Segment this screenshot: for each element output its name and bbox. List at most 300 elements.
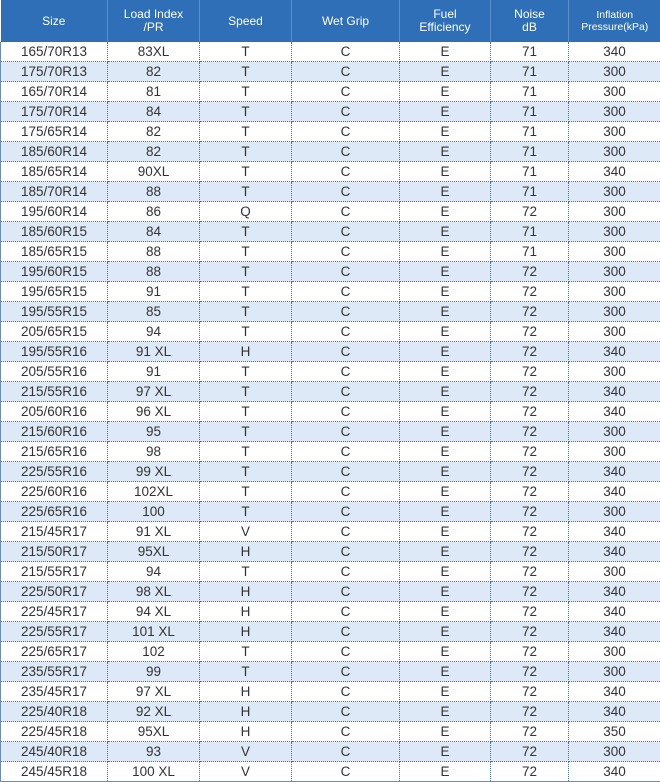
cell-speed: T [200, 242, 292, 262]
cell-size: 205/60R16 [1, 402, 108, 422]
cell-noise: 71 [491, 182, 569, 202]
cell-fuel-efficiency: E [400, 562, 491, 582]
cell-wet-grip: C [292, 402, 400, 422]
cell-speed: H [200, 722, 292, 742]
cell-size: 225/40R18 [1, 702, 108, 722]
cell-load-index: 90XL [108, 162, 200, 182]
cell-inflation-pressure: 300 [569, 122, 660, 142]
cell-speed: H [200, 602, 292, 622]
cell-fuel-efficiency: E [400, 722, 491, 742]
cell-size: 215/65R16 [1, 442, 108, 462]
table-row [1, 682, 660, 702]
column-header-size: Size [1, 0, 108, 42]
table-body [1, 42, 660, 782]
cell-fuel-efficiency: E [400, 242, 491, 262]
table-row [1, 382, 660, 402]
cell-wet-grip: C [292, 522, 400, 542]
cell-load-index: 99 [108, 662, 200, 682]
cell-speed: T [200, 562, 292, 582]
cell-noise: 71 [491, 222, 569, 242]
cell-inflation-pressure: 300 [569, 142, 660, 162]
cell-inflation-pressure: 300 [569, 502, 660, 522]
cell-fuel-efficiency: E [400, 642, 491, 662]
cell-wet-grip: C [292, 142, 400, 162]
cell-noise: 72 [491, 422, 569, 442]
cell-load-index: 88 [108, 242, 200, 262]
cell-load-index: 82 [108, 142, 200, 162]
cell-fuel-efficiency: E [400, 742, 491, 762]
cell-speed: T [200, 62, 292, 82]
cell-inflation-pressure: 300 [569, 562, 660, 582]
cell-fuel-efficiency: E [400, 762, 491, 782]
cell-wet-grip: C [292, 82, 400, 102]
cell-size: 225/55R17 [1, 622, 108, 642]
table-row [1, 462, 660, 482]
cell-load-index: 98 XL [108, 582, 200, 602]
cell-inflation-pressure: 300 [569, 262, 660, 282]
cell-wet-grip: C [292, 362, 400, 382]
table-row [1, 182, 660, 202]
cell-noise: 72 [491, 702, 569, 722]
cell-noise: 72 [491, 442, 569, 462]
cell-inflation-pressure: 300 [569, 362, 660, 382]
cell-speed: T [200, 122, 292, 142]
cell-fuel-efficiency: E [400, 182, 491, 202]
cell-fuel-efficiency: E [400, 302, 491, 322]
cell-size: 215/50R17 [1, 542, 108, 562]
cell-size: 185/60R15 [1, 222, 108, 242]
cell-noise: 71 [491, 242, 569, 262]
cell-load-index: 85 [108, 302, 200, 322]
cell-inflation-pressure: 300 [569, 202, 660, 222]
table-row [1, 262, 660, 282]
cell-inflation-pressure: 300 [569, 282, 660, 302]
cell-inflation-pressure: 300 [569, 82, 660, 102]
cell-inflation-pressure: 300 [569, 322, 660, 342]
cell-wet-grip: C [292, 762, 400, 782]
cell-load-index: 84 [108, 102, 200, 122]
cell-fuel-efficiency: E [400, 602, 491, 622]
cell-inflation-pressure: 340 [569, 482, 660, 502]
cell-wet-grip: C [292, 302, 400, 322]
column-header-speed: Speed [200, 0, 292, 42]
cell-fuel-efficiency: E [400, 122, 491, 142]
cell-wet-grip: C [292, 662, 400, 682]
cell-wet-grip: C [292, 162, 400, 182]
cell-speed: H [200, 582, 292, 602]
table-row [1, 522, 660, 542]
cell-noise: 72 [491, 542, 569, 562]
cell-load-index: 101 XL [108, 622, 200, 642]
header-row [1, 0, 660, 42]
table-row [1, 222, 660, 242]
cell-speed: T [200, 182, 292, 202]
cell-size: 225/55R16 [1, 462, 108, 482]
cell-speed: T [200, 162, 292, 182]
cell-wet-grip: C [292, 382, 400, 402]
cell-noise: 72 [491, 362, 569, 382]
cell-noise: 72 [491, 622, 569, 642]
cell-wet-grip: C [292, 582, 400, 602]
cell-wet-grip: C [292, 442, 400, 462]
cell-size: 185/65R15 [1, 242, 108, 262]
cell-wet-grip: C [292, 222, 400, 242]
cell-load-index: 100 XL [108, 762, 200, 782]
cell-speed: H [200, 702, 292, 722]
cell-load-index: 99 XL [108, 462, 200, 482]
cell-speed: T [200, 222, 292, 242]
cell-size: 215/45R17 [1, 522, 108, 542]
table-row [1, 402, 660, 422]
cell-wet-grip: C [292, 702, 400, 722]
cell-speed: T [200, 262, 292, 282]
table-row [1, 242, 660, 262]
table-row [1, 582, 660, 602]
cell-noise: 72 [491, 282, 569, 302]
cell-fuel-efficiency: E [400, 662, 491, 682]
cell-inflation-pressure: 340 [569, 462, 660, 482]
cell-speed: T [200, 142, 292, 162]
cell-wet-grip: C [292, 202, 400, 222]
table-row [1, 302, 660, 322]
cell-inflation-pressure: 340 [569, 702, 660, 722]
table-row [1, 342, 660, 362]
cell-wet-grip: C [292, 342, 400, 362]
cell-size: 225/60R16 [1, 482, 108, 502]
cell-load-index: 95 [108, 422, 200, 442]
cell-wet-grip: C [292, 182, 400, 202]
cell-size: 225/65R17 [1, 642, 108, 662]
table-row [1, 362, 660, 382]
cell-inflation-pressure: 300 [569, 662, 660, 682]
cell-fuel-efficiency: E [400, 462, 491, 482]
table-row [1, 422, 660, 442]
cell-wet-grip: C [292, 462, 400, 482]
cell-inflation-pressure: 340 [569, 402, 660, 422]
cell-wet-grip: C [292, 422, 400, 442]
cell-fuel-efficiency: E [400, 442, 491, 462]
cell-speed: H [200, 682, 292, 702]
cell-load-index: 96 XL [108, 402, 200, 422]
table-row [1, 542, 660, 562]
cell-wet-grip: C [292, 542, 400, 562]
cell-noise: 72 [491, 742, 569, 762]
cell-size: 215/60R16 [1, 422, 108, 442]
cell-fuel-efficiency: E [400, 522, 491, 542]
cell-load-index: 97 XL [108, 382, 200, 402]
cell-size: 165/70R14 [1, 82, 108, 102]
cell-size: 195/60R14 [1, 202, 108, 222]
table-row [1, 642, 660, 662]
cell-size: 205/55R16 [1, 362, 108, 382]
table-row [1, 702, 660, 722]
cell-noise: 72 [491, 502, 569, 522]
cell-fuel-efficiency: E [400, 622, 491, 642]
cell-size: 185/60R14 [1, 142, 108, 162]
cell-size: 185/65R14 [1, 162, 108, 182]
cell-load-index: 91 [108, 362, 200, 382]
cell-speed: Q [200, 202, 292, 222]
table-row [1, 562, 660, 582]
cell-fuel-efficiency: E [400, 142, 491, 162]
table-row [1, 442, 660, 462]
table-row [1, 722, 660, 742]
cell-wet-grip: C [292, 602, 400, 622]
cell-noise: 72 [491, 762, 569, 782]
cell-wet-grip: C [292, 742, 400, 762]
cell-inflation-pressure: 340 [569, 622, 660, 642]
table-row [1, 202, 660, 222]
cell-wet-grip: C [292, 282, 400, 302]
cell-size: 175/70R13 [1, 62, 108, 82]
cell-wet-grip: C [292, 262, 400, 282]
cell-speed: T [200, 402, 292, 422]
cell-wet-grip: C [292, 682, 400, 702]
cell-speed: V [200, 742, 292, 762]
cell-inflation-pressure: 340 [569, 762, 660, 782]
cell-speed: T [200, 82, 292, 102]
cell-size: 235/45R17 [1, 682, 108, 702]
cell-fuel-efficiency: E [400, 482, 491, 502]
cell-fuel-efficiency: E [400, 682, 491, 702]
cell-noise: 71 [491, 82, 569, 102]
cell-size: 235/55R17 [1, 662, 108, 682]
cell-inflation-pressure: 340 [569, 42, 660, 62]
cell-wet-grip: C [292, 322, 400, 342]
cell-fuel-efficiency: E [400, 422, 491, 442]
cell-size: 225/45R17 [1, 602, 108, 622]
cell-noise: 72 [491, 662, 569, 682]
cell-fuel-efficiency: E [400, 582, 491, 602]
cell-speed: H [200, 542, 292, 562]
cell-load-index: 98 [108, 442, 200, 462]
cell-load-index: 97 XL [108, 682, 200, 702]
cell-speed: V [200, 762, 292, 782]
cell-inflation-pressure: 300 [569, 642, 660, 662]
cell-fuel-efficiency: E [400, 62, 491, 82]
cell-wet-grip: C [292, 502, 400, 522]
cell-load-index: 82 [108, 122, 200, 142]
cell-size: 245/45R18 [1, 762, 108, 782]
table-row [1, 762, 660, 782]
cell-speed: T [200, 362, 292, 382]
cell-size: 245/40R18 [1, 742, 108, 762]
cell-load-index: 94 XL [108, 602, 200, 622]
cell-fuel-efficiency: E [400, 82, 491, 102]
cell-inflation-pressure: 340 [569, 382, 660, 402]
table-row [1, 662, 660, 682]
cell-inflation-pressure: 340 [569, 342, 660, 362]
cell-size: 185/70R14 [1, 182, 108, 202]
cell-load-index: 83XL [108, 42, 200, 62]
cell-inflation-pressure: 300 [569, 242, 660, 262]
table-row [1, 282, 660, 302]
cell-fuel-efficiency: E [400, 162, 491, 182]
cell-inflation-pressure: 350 [569, 722, 660, 742]
cell-noise: 72 [491, 322, 569, 342]
table-row [1, 742, 660, 762]
cell-load-index: 91 XL [108, 342, 200, 362]
cell-speed: T [200, 642, 292, 662]
cell-fuel-efficiency: E [400, 102, 491, 122]
cell-inflation-pressure: 300 [569, 742, 660, 762]
cell-inflation-pressure: 300 [569, 102, 660, 122]
cell-wet-grip: C [292, 642, 400, 662]
cell-wet-grip: C [292, 62, 400, 82]
cell-speed: H [200, 622, 292, 642]
cell-size: 175/65R14 [1, 122, 108, 142]
cell-inflation-pressure: 300 [569, 302, 660, 322]
column-header-fuel-efficiency: Fuel Efficiency [400, 0, 491, 42]
cell-speed: T [200, 462, 292, 482]
table-row [1, 42, 660, 62]
cell-size: 225/50R17 [1, 582, 108, 602]
cell-load-index: 94 [108, 322, 200, 342]
cell-size: 195/60R15 [1, 262, 108, 282]
cell-inflation-pressure: 340 [569, 162, 660, 182]
table-row [1, 142, 660, 162]
cell-noise: 72 [491, 522, 569, 542]
cell-size: 195/55R15 [1, 302, 108, 322]
cell-wet-grip: C [292, 242, 400, 262]
cell-noise: 72 [491, 602, 569, 622]
cell-load-index: 88 [108, 182, 200, 202]
cell-load-index: 91 [108, 282, 200, 302]
cell-wet-grip: C [292, 622, 400, 642]
cell-noise: 72 [491, 582, 569, 602]
cell-noise: 72 [491, 482, 569, 502]
cell-fuel-efficiency: E [400, 402, 491, 422]
cell-inflation-pressure: 300 [569, 222, 660, 242]
cell-speed: T [200, 42, 292, 62]
cell-speed: T [200, 662, 292, 682]
cell-fuel-efficiency: E [400, 202, 491, 222]
cell-noise: 72 [491, 462, 569, 482]
cell-load-index: 94 [108, 562, 200, 582]
cell-noise: 72 [491, 302, 569, 322]
cell-fuel-efficiency: E [400, 502, 491, 522]
table-row [1, 62, 660, 82]
cell-speed: T [200, 282, 292, 302]
cell-speed: T [200, 442, 292, 462]
cell-load-index: 86 [108, 202, 200, 222]
cell-speed: T [200, 322, 292, 342]
cell-noise: 72 [491, 382, 569, 402]
cell-speed: T [200, 302, 292, 322]
cell-load-index: 95XL [108, 542, 200, 562]
cell-size: 175/70R14 [1, 102, 108, 122]
cell-noise: 71 [491, 102, 569, 122]
cell-noise: 71 [491, 162, 569, 182]
cell-noise: 71 [491, 42, 569, 62]
table-row [1, 482, 660, 502]
cell-wet-grip: C [292, 722, 400, 742]
cell-size: 225/45R18 [1, 722, 108, 742]
cell-fuel-efficiency: E [400, 282, 491, 302]
cell-noise: 72 [491, 342, 569, 362]
table-row [1, 82, 660, 102]
column-header-wet-grip: Wet Grip [292, 0, 400, 42]
cell-fuel-efficiency: E [400, 362, 491, 382]
cell-speed: T [200, 502, 292, 522]
cell-load-index: 93 [108, 742, 200, 762]
cell-noise: 71 [491, 142, 569, 162]
cell-load-index: 88 [108, 262, 200, 282]
cell-size: 195/65R15 [1, 282, 108, 302]
cell-noise: 72 [491, 262, 569, 282]
cell-load-index: 91 XL [108, 522, 200, 542]
cell-speed: V [200, 522, 292, 542]
table-row [1, 602, 660, 622]
cell-load-index: 82 [108, 62, 200, 82]
cell-noise: 71 [491, 122, 569, 142]
cell-speed: T [200, 382, 292, 402]
cell-speed: H [200, 342, 292, 362]
cell-size: 195/55R16 [1, 342, 108, 362]
cell-wet-grip: C [292, 482, 400, 502]
cell-fuel-efficiency: E [400, 222, 491, 242]
cell-inflation-pressure: 340 [569, 582, 660, 602]
cell-inflation-pressure: 340 [569, 522, 660, 542]
cell-inflation-pressure: 300 [569, 442, 660, 462]
column-header-load-index: Load Index /PR [108, 0, 200, 42]
cell-inflation-pressure: 340 [569, 542, 660, 562]
cell-inflation-pressure: 340 [569, 602, 660, 622]
cell-noise: 72 [491, 722, 569, 742]
cell-noise: 72 [491, 682, 569, 702]
cell-inflation-pressure: 300 [569, 422, 660, 442]
cell-size: 215/55R17 [1, 562, 108, 582]
cell-speed: T [200, 422, 292, 442]
cell-size: 205/65R15 [1, 322, 108, 342]
cell-wet-grip: C [292, 562, 400, 582]
cell-size: 165/70R13 [1, 42, 108, 62]
cell-load-index: 84 [108, 222, 200, 242]
cell-load-index: 92 XL [108, 702, 200, 722]
cell-fuel-efficiency: E [400, 322, 491, 342]
cell-speed: T [200, 102, 292, 122]
table-header [1, 0, 660, 42]
cell-wet-grip: C [292, 122, 400, 142]
table-row [1, 122, 660, 142]
table-row [1, 102, 660, 122]
cell-fuel-efficiency: E [400, 42, 491, 62]
cell-load-index: 102 [108, 642, 200, 662]
cell-load-index: 95XL [108, 722, 200, 742]
cell-fuel-efficiency: E [400, 382, 491, 402]
column-header-inflation-pressure: Inflation Pressure(kPa) [569, 0, 660, 42]
cell-inflation-pressure: 340 [569, 682, 660, 702]
cell-load-index: 100 [108, 502, 200, 522]
table-row [1, 162, 660, 182]
cell-size: 215/55R16 [1, 382, 108, 402]
cell-fuel-efficiency: E [400, 262, 491, 282]
cell-wet-grip: C [292, 42, 400, 62]
column-header-noise: Noise dB [491, 0, 569, 42]
cell-noise: 71 [491, 62, 569, 82]
cell-noise: 72 [491, 562, 569, 582]
table-row [1, 502, 660, 522]
cell-noise: 72 [491, 402, 569, 422]
cell-noise: 72 [491, 202, 569, 222]
cell-wet-grip: C [292, 102, 400, 122]
table-row [1, 622, 660, 642]
cell-inflation-pressure: 300 [569, 62, 660, 82]
cell-inflation-pressure: 300 [569, 182, 660, 202]
cell-load-index: 81 [108, 82, 200, 102]
cell-load-index: 102XL [108, 482, 200, 502]
cell-size: 225/65R16 [1, 502, 108, 522]
